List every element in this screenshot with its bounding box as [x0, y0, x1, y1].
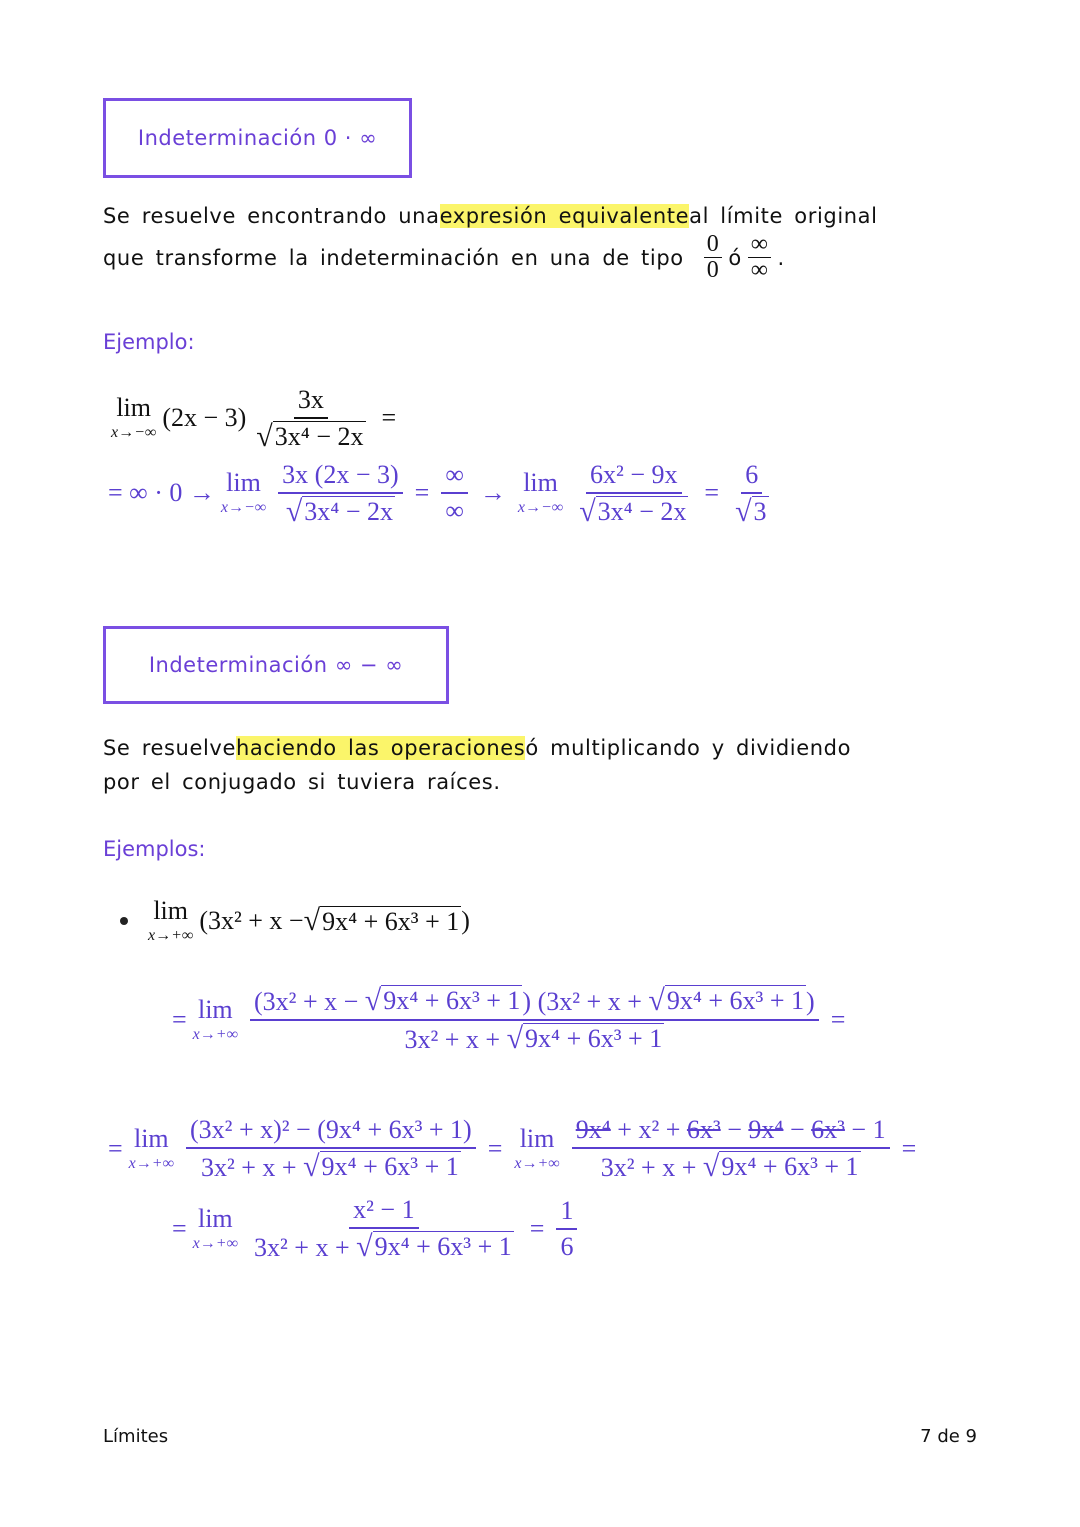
equals: = — [704, 478, 720, 508]
equals: = — [414, 478, 430, 508]
term: − — [783, 1115, 812, 1144]
limit — [192, 994, 238, 1043]
text: Se resuelve — [103, 736, 236, 760]
term: − 1 — [844, 1115, 886, 1144]
denominator: ∞ — [445, 496, 464, 526]
denominator: 6 — [560, 1231, 574, 1261]
lim-subscript: x→+∞ — [192, 1234, 238, 1252]
lim-text: lim — [523, 468, 558, 498]
limit — [221, 470, 266, 516]
term: ) — [806, 986, 815, 1016]
arrow: → — [479, 478, 506, 508]
radicand: 9x⁴ + 6x³ + 1 — [322, 906, 460, 936]
term: − — [720, 1115, 749, 1144]
sqrt: √ 9x⁴ + 6x³ + 1 — [702, 1149, 859, 1183]
lim-text: lim — [153, 896, 188, 925]
lim-text: lim — [197, 1203, 233, 1233]
term: 3x² + x + — [200, 1152, 304, 1182]
equation-line — [120, 898, 470, 944]
cancelled-term: 6x³ — [686, 1115, 721, 1144]
text: Se resuelve encontrando una — [103, 204, 440, 228]
radicand: 9x⁴ + 6x³ + 1 — [525, 1023, 663, 1053]
examples-label: Ejemplos: — [103, 837, 206, 861]
lim-text: lim — [116, 393, 151, 423]
term: 3x² + x + — [404, 1024, 507, 1054]
example-label: Ejemplo: — [103, 330, 195, 354]
cancelled-term: 9x⁴ — [575, 1115, 611, 1144]
section-title-box-zero-times-infinity — [103, 98, 412, 178]
numerator: x² − 1 — [349, 1195, 418, 1229]
sqrt: √ 9x⁴ + 6x³ + 1 — [303, 1149, 459, 1183]
numerator: (3x² + x)² − (9x⁴ + 6x³ + 1) — [186, 1115, 476, 1149]
lim-subscript: x→+∞ — [514, 1154, 560, 1172]
equation-line — [172, 1195, 583, 1263]
limit — [128, 1123, 174, 1172]
result-fraction — [731, 460, 772, 527]
fraction-inf-over-inf — [748, 232, 772, 283]
sqrt: √ 3 — [735, 494, 767, 528]
limit — [192, 1203, 238, 1252]
term: 3x² + x + — [253, 1232, 357, 1262]
term: + x² + — [610, 1115, 687, 1144]
sqrt: √ 9x⁴ + 6x³ + 1 — [356, 1229, 512, 1263]
radicand: 9x⁴ + 6x³ + 1 — [374, 1232, 512, 1261]
lim-subscript: x→−∞ — [111, 424, 157, 442]
text: ó multiplicando y dividiendo — [525, 736, 852, 760]
section-title: Indeterminación ∞ − ∞ — [148, 653, 404, 677]
equals: = — [172, 1004, 187, 1034]
numerator: 6 — [741, 460, 762, 494]
lim-subscript: x→+∞ — [192, 1025, 238, 1043]
term: (3x² + x − — [253, 986, 365, 1016]
sqrt: √ 9x⁴ + 6x³ + 1 — [506, 1021, 663, 1055]
lim-subscript: x→−∞ — [220, 499, 267, 517]
numerator — [572, 1115, 890, 1149]
sqrt: √ 9x⁴ + 6x³ + 1 — [303, 904, 460, 938]
equals: = — [172, 1213, 187, 1243]
paragraph-line — [103, 232, 785, 283]
section-title: Indeterminación 0 · ∞ — [137, 126, 378, 150]
footer-title: Límites — [103, 1426, 169, 1447]
text: que transforme la indeterminación en una de tipo — [103, 245, 684, 270]
page-number: 7 de 9 — [920, 1426, 977, 1447]
equation-line — [108, 460, 779, 527]
equation-line — [172, 985, 851, 1055]
fraction — [575, 460, 692, 527]
denominator — [250, 1229, 518, 1263]
lim-text: lim — [133, 1123, 169, 1153]
text: . — [777, 245, 785, 270]
denominator: 0 — [706, 257, 720, 284]
term: 3x² + x + — [600, 1152, 703, 1182]
sqrt: √ 9x⁴ + 6x³ + 1 — [648, 983, 805, 1017]
radicand: 3x⁴ − 2x — [597, 497, 687, 526]
numerator: 1 — [556, 1196, 577, 1230]
fraction — [186, 1115, 476, 1183]
fraction — [278, 460, 402, 527]
sqrt: √ 3x⁴ − 2x — [285, 494, 394, 528]
highlighted-text: haciendo las operaciones — [235, 736, 526, 760]
paragraph-line — [103, 204, 878, 228]
equals: = — [529, 1213, 545, 1243]
equals: = — [830, 1004, 846, 1034]
numerator: 6x² − 9x — [586, 460, 681, 494]
term: ) (3x² + x + — [522, 986, 649, 1016]
denominator: ∞ — [750, 257, 769, 284]
fraction — [572, 1115, 890, 1183]
text: ó — [728, 245, 742, 270]
lim-subscript: x→+∞ — [148, 927, 194, 944]
numerator: 3x — [294, 385, 328, 419]
equation-line — [108, 1115, 922, 1183]
radicand: 9x⁴ + 6x³ + 1 — [666, 986, 805, 1015]
numerator: ∞ — [748, 232, 772, 258]
section-title-box-inf-minus-inf — [103, 626, 449, 704]
term: ) — [461, 906, 470, 935]
radicand: 3x⁴ − 2x — [304, 497, 394, 526]
lim-subscript: x→−∞ — [517, 499, 564, 517]
term: (2x − 3) — [162, 403, 247, 433]
paragraph-line — [103, 770, 501, 794]
denominator — [197, 1149, 465, 1183]
limit — [514, 1123, 560, 1172]
sqrt: √ 3x⁴ − 2x — [579, 494, 687, 528]
term: (3x² + x − — [199, 906, 304, 935]
fraction-zero-over-zero — [704, 232, 723, 283]
equation-line — [105, 385, 402, 452]
numerator: 0 — [704, 232, 723, 258]
text: por el conjugado si tuviera raíces. — [103, 770, 501, 794]
denominator — [597, 1149, 865, 1183]
equals: = — [901, 1133, 917, 1163]
equals: = — [108, 1133, 123, 1163]
lim-text: lim — [519, 1123, 555, 1153]
radicand: 9x⁴ + 6x³ + 1 — [721, 1152, 859, 1181]
radicand: 9x⁴ + 6x³ + 1 — [321, 1152, 459, 1181]
lim-text: lim — [197, 994, 233, 1024]
numerator: ∞ — [441, 460, 468, 494]
highlighted-text: expresión equivalente — [439, 204, 690, 228]
equals: = — [487, 1133, 503, 1163]
limit — [111, 395, 156, 441]
sqrt: √ 3x⁴ − 2x — [256, 419, 364, 453]
numerator: 3x (2x − 3) — [278, 460, 402, 494]
denominator — [400, 1021, 668, 1055]
limit — [148, 898, 193, 944]
term: = ∞ · 0 → — [108, 478, 215, 508]
limit — [518, 470, 563, 516]
paragraph-line — [103, 736, 851, 760]
text: al límite original — [689, 204, 878, 228]
radicand: 3 — [753, 497, 767, 526]
result-fraction — [556, 1196, 577, 1262]
bullet-icon — [120, 917, 128, 925]
lim-subscript: x→+∞ — [128, 1154, 174, 1172]
sqrt: √ 9x⁴ + 6x³ + 1 — [364, 983, 521, 1017]
lim-text: lim — [226, 468, 261, 498]
numerator — [250, 985, 819, 1021]
equals: = — [381, 403, 397, 433]
radicand: 3x⁴ − 2x — [274, 422, 364, 451]
fraction — [250, 1195, 518, 1263]
fraction — [250, 985, 819, 1055]
cancelled-term: 9x⁴ — [748, 1115, 784, 1144]
cancelled-term: 6x³ — [811, 1115, 845, 1144]
radicand: 9x⁴ + 6x³ + 1 — [383, 986, 521, 1015]
fraction — [441, 460, 468, 526]
fraction — [252, 385, 369, 452]
